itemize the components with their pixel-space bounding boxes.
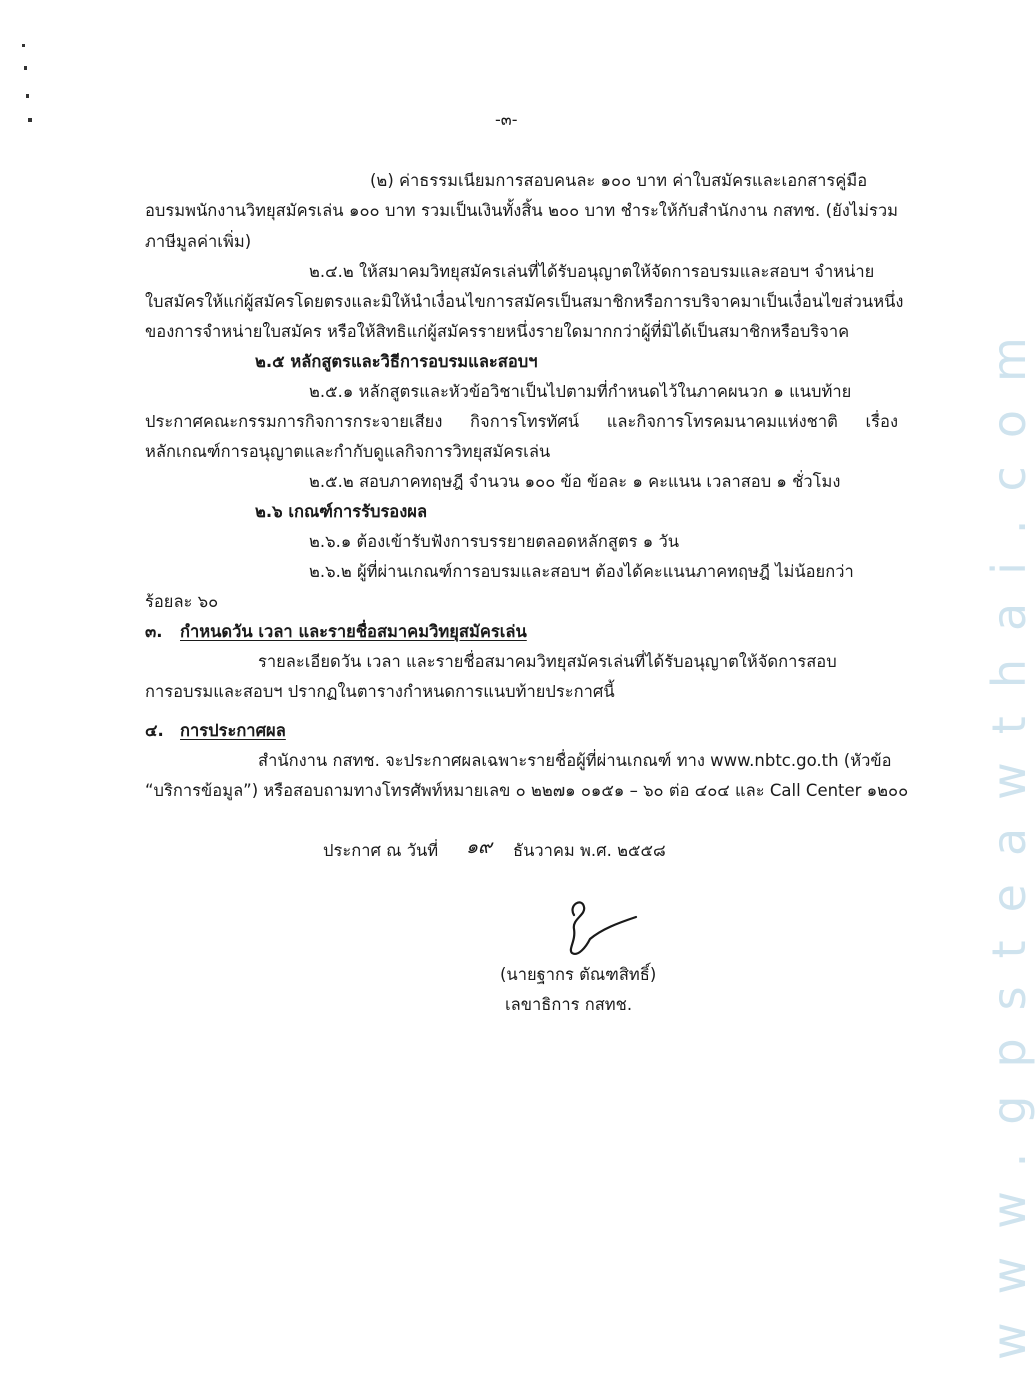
announce-day: ๑๙ [466,836,492,858]
body-line: ประกาศคณะกรรมการกิจการกระจายเสียง กิจการโทรทัศน์ และกิจการโทรคมนาคมแห่งชาติ เรื่อง [145,412,898,431]
body-line: ภาษีมูลค่าเพิ่ม) [145,232,252,251]
section-title-3: กำหนดวัน เวลา และรายชื่อสมาคมวิทยุสมัครเล่น [180,622,527,641]
section-heading-2-5: ๒.๕ หลักสูตรและวิธีการอบรมและสอบฯ [255,352,538,371]
section-number-4: ๔. [145,721,164,740]
body-line: สำนักงาน กสทช. จะประกาศผลเฉพาะรายชื่อผู้ที่ผ่านเกณฑ์ ทาง www.nbtc.go.th (หัวข้อ [258,751,892,770]
page-number: -๓- [495,110,518,129]
body-line: ของการจำหน่ายใบสมัคร หรือให้สิทธิแก่ผู้สมัครรายหนึ่งรายใดมากกว่าผู้ที่มิได้เป็นสมาชิกหรือบริจาค [145,322,850,341]
scan-mark [22,44,25,47]
signer-title: เลขาธิการ กสทช. [505,995,633,1014]
body-line: การอบรมและสอบฯ ปรากฏในตารางกำหนดการแนบท้ายประกาศนี้ [145,682,615,701]
body-line: รายละเอียดวัน เวลา และรายชื่อสมาคมวิทยุสมัครเล่นที่ได้รับอนุญาตให้จัดการสอบ [258,652,837,671]
body-line: หลักเกณฑ์การอนุญาตและกำกับดูแลกิจการวิทยุสมัครเล่น [145,442,551,461]
signature-mark [560,895,640,957]
scan-mark [26,94,29,98]
section-heading-2-6: ๒.๖ เกณฑ์การรับรองผล [255,502,428,521]
scan-mark [28,118,32,122]
body-line: อบรมพนักงานวิทยุสมัครเล่น ๑๐๐ บาท รวมเป็นเงินทั้งสิ้น ๒๐๐ บาท ชำระให้กับสำนักงาน กสทช. (ยังไม่รวม [145,201,898,220]
watermark [942,80,1036,1370]
scan-mark [24,66,27,70]
signer-name: (นายฐากร ตัณฑสิทธิ์) [500,965,657,984]
section-title-4: การประกาศผล [180,721,286,740]
body-line: ๒.๖.๒ ผู้ที่ผ่านเกณฑ์การอบรมและสอบฯ ต้องได้คะแนนภาคทฤษฎี ไม่น้อยกว่า [309,562,854,581]
body-line: ๒.๕.๑ หลักสูตรและหัวข้อวิชาเป็นไปตามที่กำหนดไว้ในภาคผนวก ๑ แนบท้าย [309,382,852,401]
body-line: “บริการข้อมูล”) หรือสอบถามทางโทรศัพท์หมายเลข ๐ ๒๒๗๑ ๐๑๕๑ – ๖๐ ต่อ ๔๐๔ และ Call Center ๑๒๐๐ [145,781,909,800]
announce-prefix: ประกาศ ณ วันที่ [323,841,439,860]
body-line: ร้อยละ ๖๐ [145,592,219,611]
body-line: ๒.๔.๒ ให้สมาคมวิทยุสมัครเล่นที่ได้รับอนุญาตให้จัดการอบรมและสอบฯ จำหน่าย [309,262,875,281]
watermark-text: www.gpsteawthai.com [982,309,1036,1360]
body-line: ๒.๖.๑ ต้องเข้ารับฟังการบรรยายตลอดหลักสูตร ๑ วัน [309,532,680,551]
body-line: (๒) ค่าธรรมเนียมการสอบคนละ ๑๐๐ บาท ค่าใบสมัครและเอกสารคู่มือ [370,171,868,190]
body-line: ๒.๕.๒ สอบภาคทฤษฎี จำนวน ๑๐๐ ข้อ ข้อละ ๑ คะแนน เวลาสอบ ๑ ชั่วโมง [309,472,841,491]
announce-month-year: ธันวาคม พ.ศ. ๒๕๕๘ [513,841,666,860]
body-line: ใบสมัครให้แก่ผู้สมัครโดยตรงและมิให้นำเงื่อนไขการสมัครเป็นสมาชิกหรือการบริจาคมาเป็นเงื่อนไขส่วนหนึ่ง [145,292,904,311]
section-number-3: ๓. [145,622,163,641]
